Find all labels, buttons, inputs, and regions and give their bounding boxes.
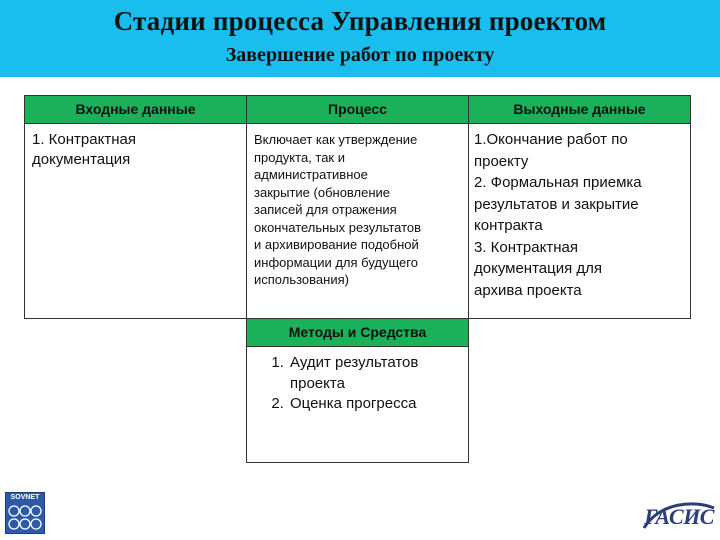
process-line: закрытие (обновление <box>254 184 391 200</box>
process-line: и архивирование подобной <box>254 237 419 252</box>
outputs-cell <box>468 123 691 319</box>
methods-list <box>247 347 468 415</box>
sovnet-logo-text: SOVNET <box>10 494 40 501</box>
methods-item: 1. Аудит результатов проекта <box>288 353 462 394</box>
process-line: административное <box>254 167 368 182</box>
methods-cell <box>246 346 469 463</box>
outputs-line: документация для <box>474 260 603 277</box>
process-line: продукта, так и <box>254 149 345 165</box>
process-line: записей для отражения <box>254 202 397 217</box>
outputs-line: 3. Контрактная <box>474 238 578 256</box>
outputs-line: архива проекта <box>474 281 582 299</box>
gasis-logo <box>640 498 716 538</box>
column-header-inputs: Входные данные <box>24 95 247 124</box>
inputs-line: документация <box>32 151 131 168</box>
methods-item: 2. Оценка прогресса <box>288 394 462 415</box>
outputs-line: проекту <box>474 152 529 170</box>
process-line: окончательных результатов <box>254 219 422 235</box>
methods-header: Методы и Средства <box>246 318 469 347</box>
outputs-line: контракта <box>474 217 543 234</box>
column-header-process: Процесс <box>246 95 469 124</box>
sovnet-pattern-icon <box>6 503 44 533</box>
process-line: информации для будущего <box>254 254 418 270</box>
column-header-outputs: Выходные данные <box>468 95 691 124</box>
page-subtitle: Завершение работ по проекту <box>225 44 495 66</box>
gasis-logo-text: ГАСИС <box>644 504 714 529</box>
outputs-line: результатов и закрытие <box>474 195 639 213</box>
inputs-cell <box>24 123 247 319</box>
process-line: использования) <box>254 272 349 287</box>
outputs-line: 2. Формальная приемка <box>474 174 642 191</box>
outputs-line: 1.Окончание работ по <box>474 131 628 148</box>
header-banner <box>0 0 720 77</box>
process-cell <box>246 123 469 319</box>
inputs-line: 1. Контрактная <box>32 131 136 148</box>
page-title: Стадии процесса Управления проектом <box>113 6 607 36</box>
process-line: Включает как утверждение <box>254 132 418 147</box>
sovnet-logo <box>5 492 45 534</box>
